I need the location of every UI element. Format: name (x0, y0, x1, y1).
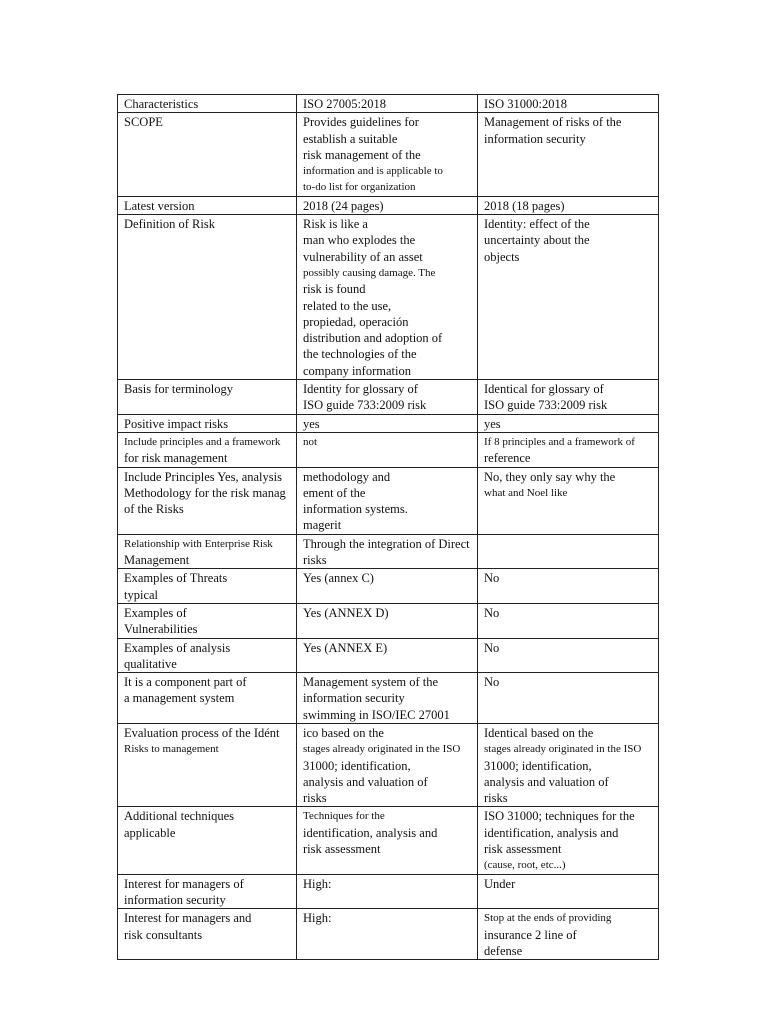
cell-text: Risks to management (124, 743, 219, 756)
cell-text: distribution and adoption of (303, 331, 443, 346)
iso-27005-cell (297, 874, 478, 909)
table-row (118, 909, 659, 960)
cell-text: Relationship with Enterprise Risk (124, 537, 273, 550)
cell-text: information security (484, 131, 586, 146)
cell-text: typical (124, 587, 159, 602)
cell-text: (cause, root, etc...) (484, 859, 566, 872)
iso-27005-cell (297, 569, 478, 604)
iso-27005-cell (297, 807, 478, 874)
table-row (118, 196, 659, 214)
characteristic-cell (118, 603, 297, 638)
cell-text: Identity for glossary of (303, 382, 418, 397)
iso-27005-cell (297, 534, 478, 569)
characteristic-cell (118, 723, 297, 806)
cell-text: Risk is like a (303, 217, 368, 232)
cell-text: Basis for terminology (124, 382, 234, 397)
cell-text: reference (484, 451, 531, 466)
iso-27005-cell (297, 909, 478, 960)
cell-text: ISO 31000; techniques for the (484, 809, 635, 824)
cell-text: vulnerability of an asset (303, 249, 423, 264)
table-row (118, 874, 659, 909)
iso-27005-cell (297, 603, 478, 638)
cell-text: Additional techniques (124, 809, 235, 824)
cell-text: to-do list for organization (303, 181, 416, 194)
cell-text: Examples of analysis (124, 640, 231, 655)
cell-text: stages already originated in the ISO (303, 743, 461, 756)
cell-text: information security (124, 892, 226, 907)
cell-text: Examples of Threats (124, 571, 228, 586)
iso-27005-cell (297, 638, 478, 673)
iso-31000-cell (478, 807, 659, 874)
cell-text: Yes (annex C) (303, 571, 374, 586)
cell-text: ement of the (303, 485, 366, 500)
cell-text: Identical based on the (484, 725, 594, 740)
cell-text: stages already originated in the ISO (484, 743, 642, 756)
cell-text: information and is applicable to (303, 165, 443, 178)
iso-31000-cell (478, 196, 659, 214)
characteristic-cell (118, 432, 297, 467)
iso-27005-cell (297, 723, 478, 806)
comparison-table (117, 94, 659, 960)
table-row (118, 380, 659, 415)
table-body (118, 95, 659, 960)
cell-text: Include Principles Yes, analysis (124, 469, 282, 484)
iso-27005-cell (297, 215, 478, 380)
iso-31000-cell (478, 380, 659, 415)
characteristic-cell (118, 673, 297, 724)
characteristic-cell (118, 215, 297, 380)
cell-text: information security (303, 691, 405, 706)
cell-text: ISO guide 733:2009 risk (303, 398, 427, 413)
characteristic-cell (118, 874, 297, 909)
characteristic-cell (118, 569, 297, 604)
cell-text: possibly causing damage. The (303, 266, 436, 279)
iso-31000-cell (478, 432, 659, 467)
iso-31000-cell (478, 638, 659, 673)
cell-text: insurance 2 line of (484, 927, 577, 942)
characteristic-cell (118, 534, 297, 569)
iso-27005-cell (297, 467, 478, 534)
cell-text: risk consultants (124, 927, 203, 942)
table-row (118, 534, 659, 569)
iso-27005-cell (297, 380, 478, 415)
cell-text: 31000; identification, (303, 758, 411, 773)
cell-text: Latest version (124, 198, 195, 213)
characteristic-cell (118, 467, 297, 534)
cell-text: Examples of (124, 605, 187, 620)
header-iso-31000: ISO 31000:2018 (478, 95, 659, 113)
cell-text: risk management of the (303, 147, 421, 162)
cell-text: information systems. (303, 502, 408, 517)
iso-31000-cell (478, 414, 659, 432)
header-characteristics: Characteristics (118, 95, 297, 113)
iso-31000-cell (478, 534, 659, 569)
cell-text: Through the integration of Direct (303, 536, 470, 551)
cell-text: what and Noel like (484, 486, 568, 499)
table-row (118, 603, 659, 638)
table-row (118, 807, 659, 874)
cell-text: 31000; identification, (484, 758, 592, 773)
cell-text: risks (303, 553, 327, 568)
iso-27005-cell (297, 673, 478, 724)
cell-text: analysis and valuation of (303, 774, 428, 789)
cell-text: risks (303, 791, 327, 806)
cell-text: Positive impact risks (124, 416, 229, 431)
cell-text: If 8 principles and a framework of (484, 435, 635, 448)
table-row (118, 723, 659, 806)
cell-text: Vulnerabilities (124, 622, 198, 637)
cell-text: 2018 (24 pages) (303, 198, 384, 213)
cell-text: yes (303, 416, 320, 431)
cell-text: risk is found (303, 282, 366, 297)
cell-text: No (484, 640, 500, 655)
iso-27005-cell (297, 432, 478, 467)
iso-31000-cell (478, 569, 659, 604)
header-row (118, 95, 659, 113)
cell-text: Methodology for the risk manag (124, 485, 286, 500)
iso-31000-cell (478, 603, 659, 638)
table-row (118, 673, 659, 724)
cell-text: Stop at the ends of providing (484, 912, 612, 925)
header-iso-27005: ISO 27005:2018 (297, 95, 478, 113)
cell-text: swimming in ISO/IEC 27001 (303, 707, 450, 722)
cell-text: man who explodes the (303, 233, 416, 248)
cell-text: magerit (303, 518, 342, 533)
cell-text: Interest for managers and (124, 911, 252, 926)
cell-text: qualitative (124, 656, 177, 671)
cell-text: Yes (ANNEX E) (303, 640, 388, 655)
cell-text: methodology and (303, 469, 391, 484)
cell-text: propiedad, operación (303, 314, 409, 329)
iso-31000-cell (478, 723, 659, 806)
cell-text: Management system of the (303, 675, 439, 690)
cell-text: risk assessment (484, 842, 562, 857)
cell-text: identification, analysis and (303, 825, 438, 840)
cell-text: Under (484, 876, 516, 891)
cell-text: Identical for glossary of (484, 382, 604, 397)
cell-text: of the Risks (124, 502, 184, 517)
table-row (118, 432, 659, 467)
cell-text: objects (484, 249, 520, 264)
cell-text: related to the use, (303, 298, 392, 313)
table-row (118, 569, 659, 604)
cell-text: Identity: effect of the (484, 217, 590, 232)
cell-text: company information (303, 363, 411, 378)
cell-text: the technologies of the (303, 347, 417, 362)
cell-text: Evaluation process of the Idént (124, 725, 280, 740)
cell-text: risk assessment (303, 842, 381, 857)
iso-31000-cell (478, 909, 659, 960)
cell-text: High: (303, 911, 332, 926)
cell-text: No (484, 675, 500, 690)
characteristic-cell (118, 414, 297, 432)
table-row (118, 638, 659, 673)
cell-text: Management of risks of the (484, 115, 622, 130)
cell-text: High: (303, 876, 332, 891)
iso-31000-cell (478, 467, 659, 534)
cell-text: No (484, 605, 500, 620)
cell-text: establish a suitable (303, 131, 398, 146)
cell-text: Interest for managers of (124, 876, 244, 891)
cell-text: Definition of Risk (124, 217, 215, 232)
cell-text: analysis and valuation of (484, 774, 609, 789)
characteristic-cell (118, 196, 297, 214)
cell-text: 2018 (18 pages) (484, 198, 565, 213)
characteristic-cell (118, 113, 297, 196)
cell-text: SCOPE (124, 115, 163, 130)
cell-text: Yes (ANNEX D) (303, 605, 389, 620)
characteristic-cell (118, 638, 297, 673)
cell-text: not (303, 435, 318, 448)
characteristic-cell (118, 909, 297, 960)
cell-text: Management (124, 553, 190, 568)
cell-text: ico based on the (303, 725, 384, 740)
iso-27005-cell (297, 113, 478, 196)
iso-31000-cell (478, 113, 659, 196)
iso-31000-cell (478, 874, 659, 909)
table-row (118, 467, 659, 534)
cell-text: for risk management (124, 451, 228, 466)
table-row (118, 414, 659, 432)
cell-text: applicable (124, 825, 176, 840)
cell-text: a management system (124, 691, 235, 706)
cell-text: defense (484, 943, 523, 958)
cell-text: uncertainty about the (484, 233, 590, 248)
cell-text: Provides guidelines for (303, 115, 419, 130)
cell-text: identification, analysis and (484, 825, 619, 840)
cell-text: Include principles and a framework (124, 435, 281, 448)
characteristic-cell (118, 807, 297, 874)
characteristic-cell (118, 380, 297, 415)
iso-27005-cell (297, 414, 478, 432)
cell-text: risks (484, 791, 508, 806)
cell-text: Techniques for the (303, 810, 385, 823)
table-row (118, 113, 659, 196)
cell-text: ISO guide 733:2009 risk (484, 398, 608, 413)
iso-31000-cell (478, 673, 659, 724)
cell-text: yes (484, 416, 501, 431)
cell-text: No, they only say why the (484, 469, 616, 484)
iso-27005-cell (297, 196, 478, 214)
table-row (118, 215, 659, 380)
cell-text: No (484, 571, 500, 586)
iso-31000-cell (478, 215, 659, 380)
cell-text: It is a component part of (124, 675, 247, 690)
